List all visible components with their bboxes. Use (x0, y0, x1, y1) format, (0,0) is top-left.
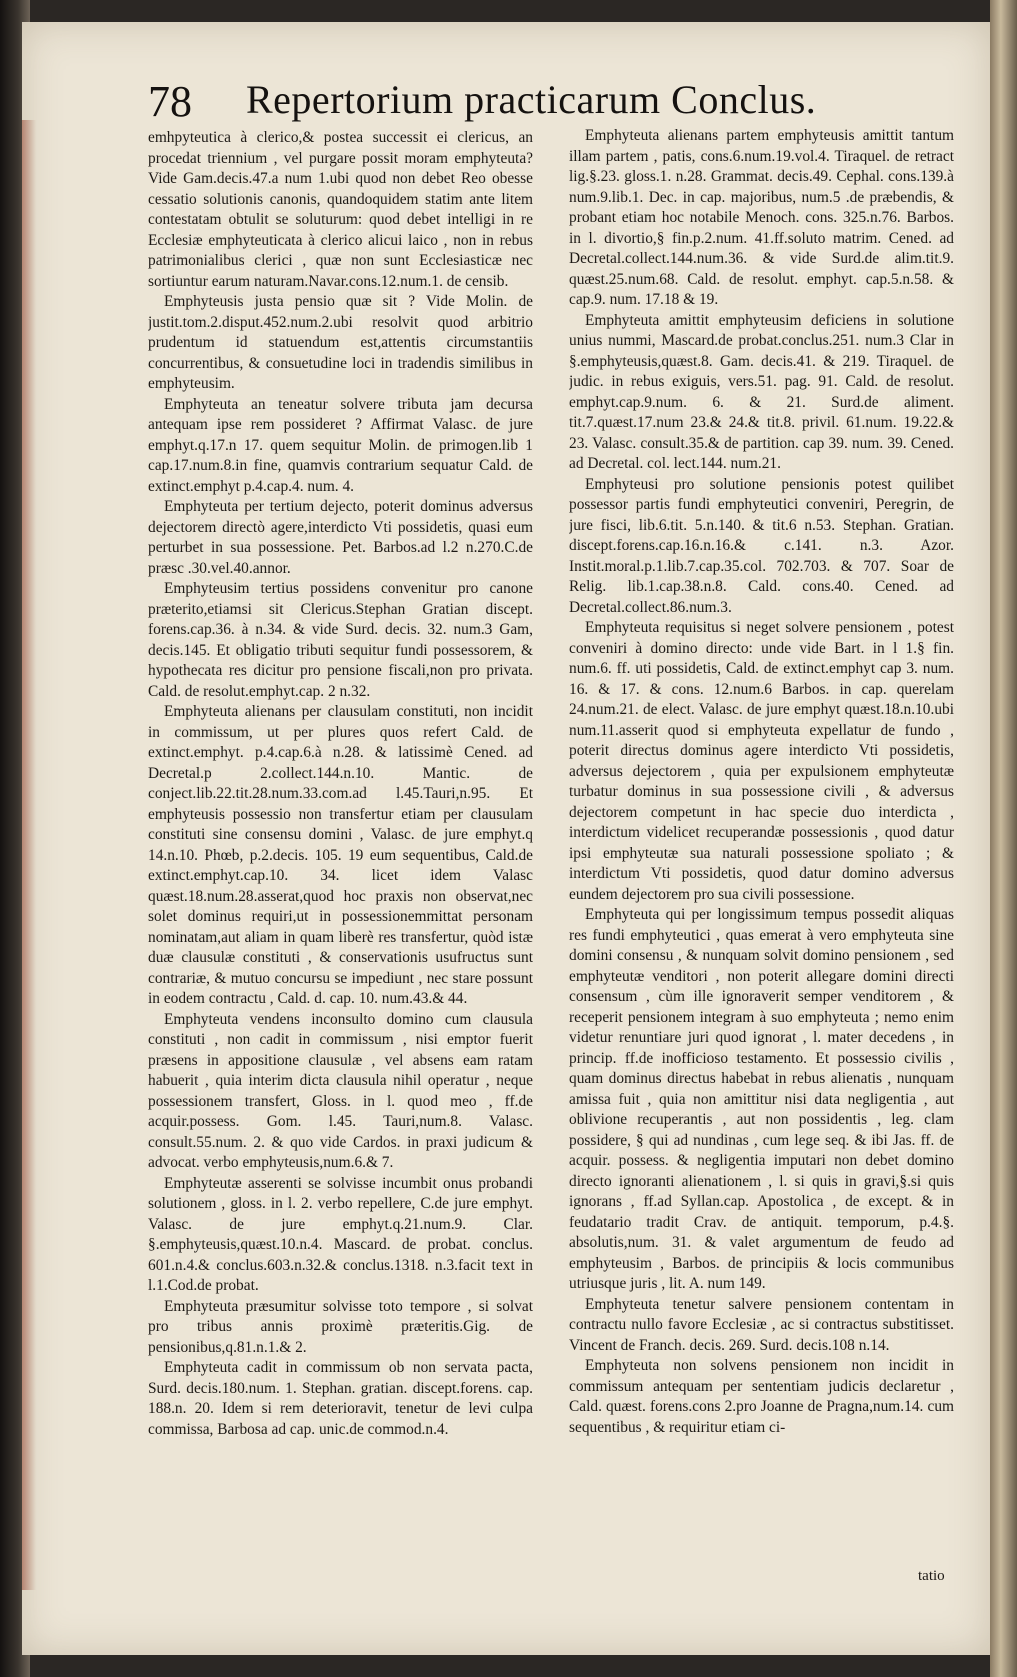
paragraph: Emphyteusim tertius possidens convenitur pro canone præterito,etiamsi sit Clericus.Stephan Gratian discept. forens.cap.36. à n.34. & vide Surd. decis. 32. num.3 Gam, decis.145. Et obligatio tributi sequitur fundi possessorem, & hypothecata res dicitur pro pensione fiscali,non pro privata. Cald. de resolut.emphyt.cap. 2 n.32. (148, 580, 533, 700)
page-fore-edge (990, 0, 1017, 1677)
paragraph: Emphyteuta amittit emphyteusim deficiens in solutione unius nummi, Mascard.de probat.conclus.251. num.3 Clar in §.emphyteusis,quæst.8. Gam. decis.41. & 219. Tiraquel. de judic. in rebus exiguis, vers.51. pag. 91. Cald. de resolut. emphyt.cap.9.num. 6. & 21. Surd.de aliment. tit.7.quæst.17.num 23.& 24.& tit.8. privil. 61.num. 19.22.& 23. Valasc. consult.35.& de partition. cap 39. num. 39. Cened. ad Decretal. col. lect.144. num.21. (569, 311, 954, 472)
paragraph: Emphyteuta vendens inconsulto domino cum clausula constituti , non cadit in commissum , nisi emptor fuerit præsens in appositione clausulæ , vel absens eam ratam habuerit , quia interim dicta clausula nihil operatur , neque possessionem transfert, Gloss. in l. quod meo , ff.de acquir.possess. Gom. l.45. Tauri,num.8. Valasc. consult.55.num. 2. & quo vide Cardos. in praxi judicum & advocat. verbo emphyteusis,num.6.& 7. (148, 1010, 533, 1171)
running-title: Repertorium practicarum Conclus. (246, 77, 817, 122)
page-edge-stain (22, 120, 36, 1590)
paragraph: Emphyteuta requisitus si neget solvere pensionem , potest conveniri à domino directo: unde vide Bart. in l 1.§ fin. num.6. ff. uti possidetis, Cald. de extinct.emphyt cap 3. num. 16. & 17. & cons. 12.num.6 Barbos. in cap. querelam 24.num.21. de elect. Valasc. de jure emphyt quæst.18.n.10.ubi num.11.asserit quod si emphyteuta expellatur de fundo , poterit directus dominus agere interdicto Vti possidetis, adversus dejectorem , quia per expulsionem emphyteutæ turbatur dominus in sua possessione civili , & adversus dejectorem competunt in hac specie duo interdicta , interdictum videlicet recuperandæ possessionis , quod datur ipsi emphyteutæ sua naturali possessione spoliato ; & interdictum Vti possidetis, quod datur domino adversus eundem dejectorem pro sua civili possessione. (569, 619, 954, 903)
paragraph: Emphyteusi pro solutione pensionis potest quilibet possessor partis fundi emphyteutici conveniri, Peregrin, de jure fisci, lib.6.tit. 5.n.140. & tit.6 n.53. Stephan. Gratian. discept.forens.cap.16.n.16.& c.141. n.3. Azor. Instit.moral.p.1.lib.7.cap.35.col. 702.703. & 707. Soar de Relig. lib.1.cap.38.n.8. Cald. cons.40. Cened. ad Decretal.collect.86.num.3. (569, 475, 954, 616)
paragraph: Emphyteuta alienans partem emphyteusis amittit tantum illam partem , patis, cons.6.num.19.vol.4. Tiraquel. de retract lig.§.23. gloss.1. n.28. Grammat. decis.49. Cephal. cons.139.à num.9.lib.1. Dec. in cap. majoribus, num.5 .de præbendis, & probant etiam hoc notabile Menoch. cons. 325.n.76. Barbos. in l. divortio,§ fin.p.2.num. 41.ff.soluto matrim. Cened. ad Decretal.collect.144.num.36. & vide Surd.de alim.tit.9. quæst.25.num.68. Cald. de resolut. emphyt. cap.5.n.58. & cap.9. num. 17.18 & 19. (569, 127, 954, 308)
paragraph: Emphyteuta cadit in commissum ob non servata pacta, Surd. decis.180.num. 1. Stephan. gratian. discept.forens. cap. 188.n. 20. Idem si rem deterioravit, tenetur de levi culpa commissa, Barbosa ad cap. unic.de commod.n.4. (148, 1359, 533, 1438)
paragraph: Emphyteuta per tertium dejecto, poterit dominus adversus dejectorem directò agere,interdicto Vti possidetis, quasi eum perturbet in sua possessione. Pet. Barbos.ad l.2 n.270.C.de præsc .30.vel.40.annor. (148, 498, 533, 577)
paragraph: Emphyteuta tenetur salvere pensionem contentam in contractu nullo favore Ecclesiæ , ac si contractus substitisset. Vincent de Franch. decis. 269. Surd. decis.108 n.14. (569, 1295, 954, 1354)
paragraph: Emphyteuta alienans per clausulam constituti, non incidit in commissum, ut per plures quos refert Cald. de extinct.emphyt. p.4.cap.6.à n.28. & latissimè Cened. ad Decretal.p 2.collect.144.n.10. Mantic. de conject.lib.22.tit.28.num.33.com.ad l.45.Tauri,n.95. Et emphyteusis possessio non transfertur etiam per clausulam constituti sine consensu domini , Valasc. de jure emphyt.q 14.n.10. Phœb, p.2.decis. 105. 19 eum sequentibus, Cald.de extinct.emphyt.cap.10. 34. licet idem Valasc quæst.18.num.28.asserat,quod hoc praxis non observat,nec solet dominus requiri,ut in possessionemmittat personam nominatam,aut aliam in quam liberè res transfertur, quòd istæ duæ clausulæ constituti , & conservationis usufructus sunt contrariæ, & mutuo concursu se impediunt , nec stare possunt in eodem contractu , Cald. d. cap. 10. num.43.& 44. (148, 703, 533, 1007)
paragraph: Emphyteuta an teneatur solvere tributa jam decursa antequam ipse rem possideret ? Affirmat Valasc. de jure emphyt.q.17.n 17. quem sequitur Molin. de primogen.lib 1 cap.17.num.8.in fine, quamvis contrarium sequatur Cald. de extinct.emphyt p.4.cap.4. num. 4. (148, 395, 533, 495)
right-column (569, 126, 954, 1576)
catchword: tatio (918, 1568, 945, 1584)
page-number: 78 (148, 77, 192, 126)
paragraph: Emphyteutæ asserenti se solvisse incumbit onus probandi solutionem , gloss. in l. 2. verbo repellere, C.de jure emphyt. Valasc. de jure emphyt.q.21.num.9. Clar. §.emphyteusis,quæst.10.n.4. Mascard. de probat. conclus. 601.n.4.& conclus.603.n.32.& conclus.1318. n.3.facit text in l.1.Cod.de probat. (148, 1174, 533, 1294)
paragraph: Emphyteusis justa pensio quæ sit ? Vide Molin. de justit.tom.2.disput.452.num.2.ubi resolvit quod arbitrio prudentum id statuendum est,attentis circumstantiis concurrentibus, & consuetudine loci in tradendis similibus in emphyteusim. (148, 293, 533, 392)
paragraph: Emphyteuta qui per longissimum tempus possedit aliquas res fundi emphyteutici , quas emerat à vero emphyteuta sine domini consensu , & nunquam solvit domino pensionem , sed emphyteutæ venditori , non poterit allegare domini directi consensum , cùm ille ignoraverit semper venditorem , & receperit pensionem integram à suo emphyteuta ; nemo enim videtur renuntiare juri quod ignorat , l. mater decedens , in princip. ff.de inofficioso testamento. Et possessio civilis , quam dominus directus habebat in rebus alienatis , nunquam amissa fuit , quia non amittitur nisi data negligentia , aut oblivione recuperantis , aut non possidentis , leg. clam possidere, § qui ad nundinas , cum lege seq. & ibi Jas. ff. de acquir. possess. & negligentia imputari non debet domino directo ignoranti alienationem , l. si quis in gravi,§.si quis ignorans , ff.ad Syllan.cap. Apostolica , de except. & in feudatario tradit Crav. de antiquit. temporum, p.4.§. absolutis,num. 31. & valet argumentum de feudo ad emphyteusim , Barbos. de principiis & locis communibus utriusque juris , lit. A. num 149. (569, 906, 954, 1292)
paragraph: Emphyteuta præsumitur solvisse toto tempore , si solvat pro tribus annis proximè præteritis.Gig. de pensionibus,q.81.n.1.& 2. (148, 1297, 533, 1356)
paragraph: emhpyteutica à clerico,& postea successit ei clericus, an procedat triennium , vel purgare possit moram emphyteuta? Vide Gam.decis.47.a num 1.ubi quod non debet Reo obesse cessatio solutionis canonis, quandoquidem statim ante litem contestatam obtulit se soluturum: quod debet intelligi in re Ecclesiæ emphyteuticata à clerico alicui laico , non in rebus patrimonialibus clerici , quæ non sunt Ecclesiasticæ nec sortiuntur earum naturam.Navar.cons.12.num.1. de censib. (148, 129, 533, 290)
left-column (148, 128, 533, 1578)
paragraph: Emphyteuta non solvens pensionem non incidit in commissum antequam per sententiam judicis declaretur , Cald. quæst. forens.cons 2.pro Joanne de Pragna,num.14. cum sequentibus , & requiritur etiam ci- (569, 1357, 954, 1436)
